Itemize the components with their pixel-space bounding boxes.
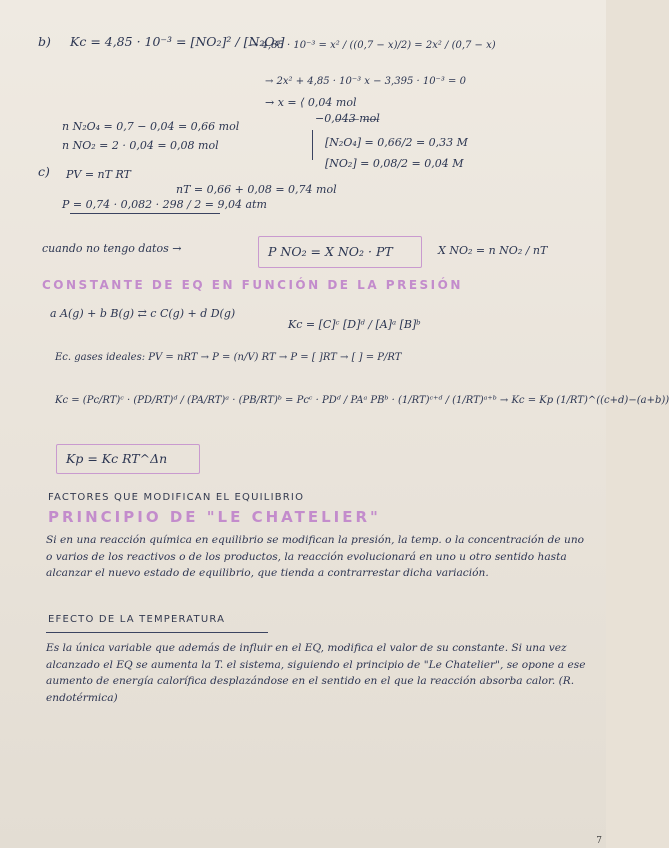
- fraction-bar: [70, 213, 220, 214]
- part-b-label: b): [38, 34, 51, 49]
- le-chatelier-paragraph: Si en una reacción química en equilibrio se modifican la presión, la temp. o la concentración de uno o varios de los reactivos o de los productos, la reacción evolucionará en uno u otro sentido hasta alcanzar el nuevo estado de equilibrio, que tienda a contrarrestar dicha variación.: [46, 534, 585, 579]
- kp-result-formula: Kp = Kc RT^Δn: [66, 451, 168, 466]
- kc-kp-derivation: Kc = (Pc/RT)ᶜ · (PD/RT)ᵈ / (PA/RT)ᵃ · (PB/RT)ᵇ = Pcᶜ · PDᵈ / PAᵃ PBᵇ · (1/RT)ᶜ⁺ᵈ / (1/RT)ᵃ⁺ᵇ → Kc = Kp (1/RT)^((c+d)−(a+b)): [55, 395, 669, 406]
- quadratic-equation: → 2x² + 4,85 · 10⁻³ x − 3,395 · 10⁻³ = 0: [265, 76, 466, 87]
- roots-line-1: → x = ⟨ 0,04 mol: [265, 96, 357, 109]
- kc-definition: Kc = [C]ᶜ [D]ᵈ / [A]ᵃ [B]ᵇ: [288, 318, 421, 331]
- part-c-label: c): [38, 164, 50, 179]
- moles-no2: n NO₂ = 2 · 0,04 = 0,08 mol: [62, 139, 219, 152]
- temperature-heading-underline: [46, 632, 268, 633]
- kc-substitution: → 4,85 · 10⁻³ = x² / ((0,7 − x)/2) = 2x² / (0,7 − x): [250, 40, 496, 51]
- ideal-gas-derivation: Ec. gases ideales: PV = nRT → P = (n/V) RT → P = [ ]RT → [ ] = P/RT: [55, 352, 402, 363]
- total-moles: nT = 0,66 + 0,08 = 0,74 mol: [176, 183, 337, 196]
- cuando-note: cuando no tengo datos →: [42, 242, 182, 255]
- general-reaction: a A(g) + b B(g) ⇄ c C(g) + d D(g): [50, 307, 236, 320]
- ideal-gas-pv: PV = nT RT: [66, 168, 131, 181]
- page-number: 7: [596, 836, 602, 846]
- conc-n2o4: [N₂O₄] = 0,66/2 = 0,33 M: [325, 136, 468, 149]
- partial-pressure-formula: P NO₂ = X NO₂ · PT: [268, 244, 393, 259]
- moles-n2o4: n N₂O₄ = 0,7 − 0,04 = 0,66 mol: [62, 120, 240, 133]
- kc-expression: Kc = 4,85 · 10⁻³ = [NO₂]² / [N₂O₄]: [70, 34, 285, 49]
- temperature-heading: EFECTO DE LA TEMPERATURA: [48, 614, 226, 625]
- temperature-paragraph: Es la única variable que además de influir en el EQ, modifica el valor de su constante. Si una vez alcanzado el EQ se aumenta la T. el sistema, siguiendo el principio de "Le Chatelier", se opone a ese aumento de energía calorífica desplazándose en el sentido en el que la reacción absorba calor. (R. endotérmica): [46, 642, 586, 704]
- separator-vertical: [312, 130, 313, 160]
- conc-no2: [NO₂] = 0,08/2 = 0,04 M: [325, 157, 464, 170]
- pressure-calc: P = 0,74 · 0,082 · 298 / 2 = 9,04 atm: [62, 198, 267, 211]
- factors-heading: FACTORES QUE MODIFICAN EL EQUILIBRIO: [48, 492, 305, 503]
- molar-fraction: X NO₂ = n NO₂ / nT: [438, 244, 548, 257]
- section-title-kp: CONSTANTE DE EQ EN FUNCIÓN DE LA PRESIÓN: [42, 278, 463, 292]
- roots-line-2: −0,0̶4̶3̶ ̶m̶o̶l̶: [315, 112, 380, 125]
- le-chatelier-title: PRINCIPIO DE "LE CHATELIER": [48, 508, 381, 526]
